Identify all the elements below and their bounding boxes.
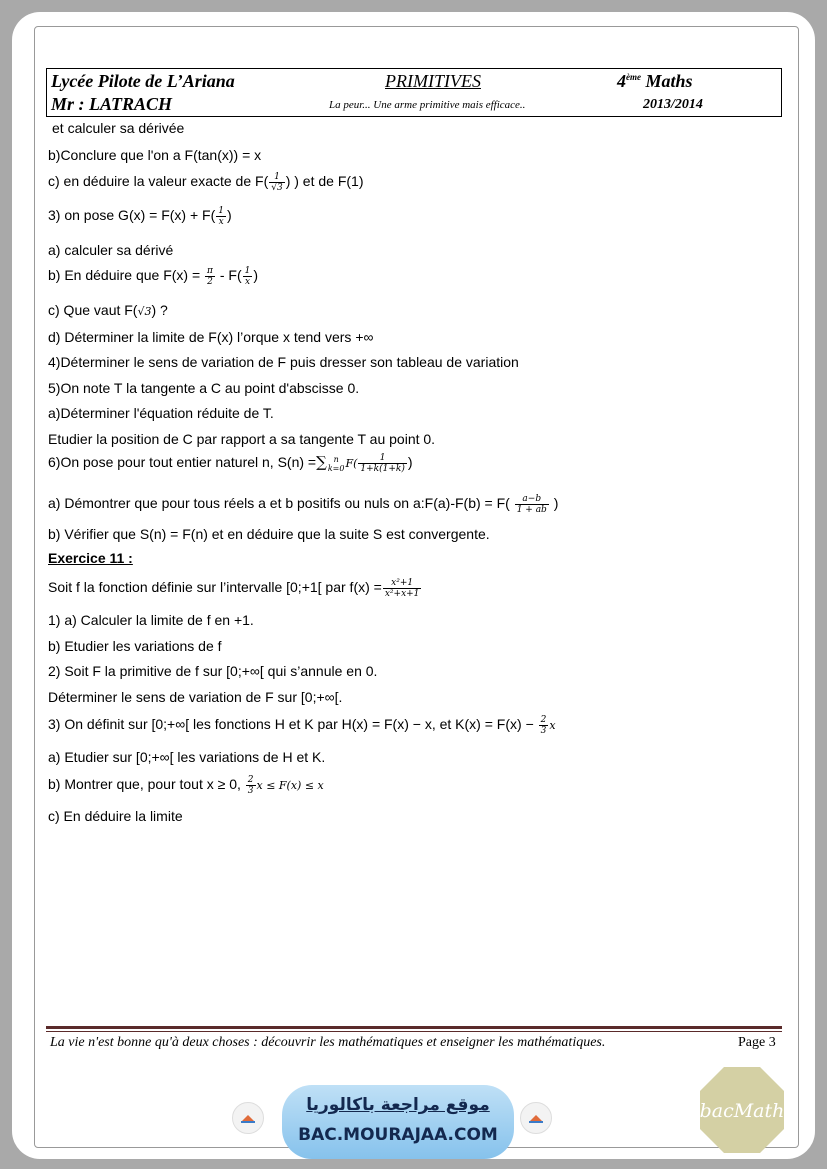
teacher-name: Mr : LATRACH [51, 94, 173, 114]
fraction: $\frac{\text{x²+1}}{\text{x²+x+1}}$ [384, 578, 420, 599]
school-year: 2013/2014 [643, 97, 703, 112]
fraction: $\frac{1}{x}$ [218, 206, 224, 227]
site-logo-icon [232, 1102, 264, 1134]
text-line: c) en déduire la valeur exacte de F( $\frac{1}{√3}$ ) ) et de F(1) [48, 172, 364, 193]
text-line: Etudier la position de C par rapport a sa tangente T au point 0. [48, 431, 436, 447]
footer-quote: La vie n'est bonne qu'à deux choses : découvrir les mathématiques et enseigner les mathématiques. [50, 1035, 606, 1050]
text-line: a)Déterminer l'équation réduite de T. [48, 405, 274, 421]
sum-bounds: n k=0 [327, 454, 345, 473]
text-line: b) En déduire que F(x) = $\frac{\pi}{2}$ - F( $\frac{1}{x}$ ) [48, 266, 259, 287]
text-line: b) Montrer que, pour tout x ≥ 0, $\frac{2}{3}$ x ≤ F(x) ≤ x [48, 775, 324, 796]
text-line: Déterminer le sens de variation de F sur [0;+∞[. [48, 689, 343, 705]
fraction: $\frac{2}{3}$ [540, 715, 547, 736]
text-line: a) calculer sa dérivé [48, 242, 174, 258]
text-line: b) Etudier les variations de f [48, 638, 222, 654]
fraction: $\frac{1}{x}$ [244, 266, 251, 287]
text-line: b)Conclure que l'on a F(tan(x)) = x [48, 147, 262, 163]
text-line: d) Déterminer la limite de F(x) l’orque x tend vers +∞ [48, 329, 374, 345]
text-line: b) Vérifier que S(n) = F(n) et en déduire que la suite S est convergente. [48, 526, 490, 542]
text-line: 2) Soit F la primitive de f sur [0;+∞[ qui s’annule en 0. [48, 663, 378, 679]
text-line: c) Que vaut F(√3) ? [48, 302, 168, 318]
text-line: 3) on pose G(x) = F(x) + F( $\frac{1}{x}$ ) [48, 206, 232, 227]
text-line: 6)On pose pour tout entier naturel n, S(n) =∑ n k=0 F( $\frac{1}{1+k(1+k)}$ ) [48, 453, 413, 474]
text-line: 4)Déterminer le sens de variation de F puis dresser son tableau de variation [48, 354, 519, 370]
badge-text: bacMath [699, 1100, 785, 1122]
site-banner-arabic: موقع مراجعة باكالوريا [306, 1095, 490, 1115]
text-line: 1) a) Calculer la limite de f en +1. [48, 612, 254, 628]
fraction: $\frac{1}{1+k(1+k)}$ [360, 453, 405, 474]
text-line: a) Etudier sur [0;+∞[ les variations de H et K. [48, 749, 326, 765]
exercise-heading: Exercice 11 : [48, 550, 133, 566]
document-title: PRIMITIVES [385, 71, 481, 91]
text-line: 3) On définit sur [0;+∞[ les fonctions H et K par H(x) = F(x) − x, et K(x) = F(x) − $\frac{2}{3}$ x [48, 715, 556, 736]
site-banner-url: BAC.MOURAJAA.COM [298, 1125, 498, 1145]
text-line: c) En déduire la limite [48, 808, 183, 824]
class-level: 4ème Maths [617, 71, 693, 91]
text-line: a) Démontrer que pour tous réels a et b positifs ou nuls on a:F(a)-F(b) = F( $\frac{a-b}{1 + ab}$ ) [48, 494, 559, 515]
fraction: $\frac{\pi}{2}$ [207, 266, 213, 287]
text-line: et calculer sa dérivée [52, 120, 185, 136]
page-number: Page 3 [738, 1035, 776, 1050]
bacmath-badge-icon [698, 1065, 786, 1155]
footer-divider-thin [46, 1031, 782, 1032]
fraction: $\frac{a-b}{1 + ab}$ [516, 494, 547, 515]
text-line: 5)On note T la tangente a C au point d'abscisse 0. [48, 380, 360, 396]
fraction: $\frac{2}{3}$ [247, 775, 254, 796]
text-line: Soit f la fonction définie sur l’intervalle [0;+1[ par f(x) = $\frac{\text{x²+1}}{\text{x²+x+1}}$ [48, 578, 420, 599]
page-sheet [12, 12, 815, 1159]
footer-divider [46, 1026, 782, 1029]
site-banner-link[interactable] [282, 1085, 514, 1159]
fraction: $\frac{1}{√3}$ [271, 172, 283, 193]
document-motto: La peur... Une arme primitive mais efficace.. [329, 99, 526, 111]
site-logo-icon [520, 1102, 552, 1134]
school-name: Lycée Pilote de L’Ariana [51, 71, 235, 91]
document-header [46, 68, 782, 117]
